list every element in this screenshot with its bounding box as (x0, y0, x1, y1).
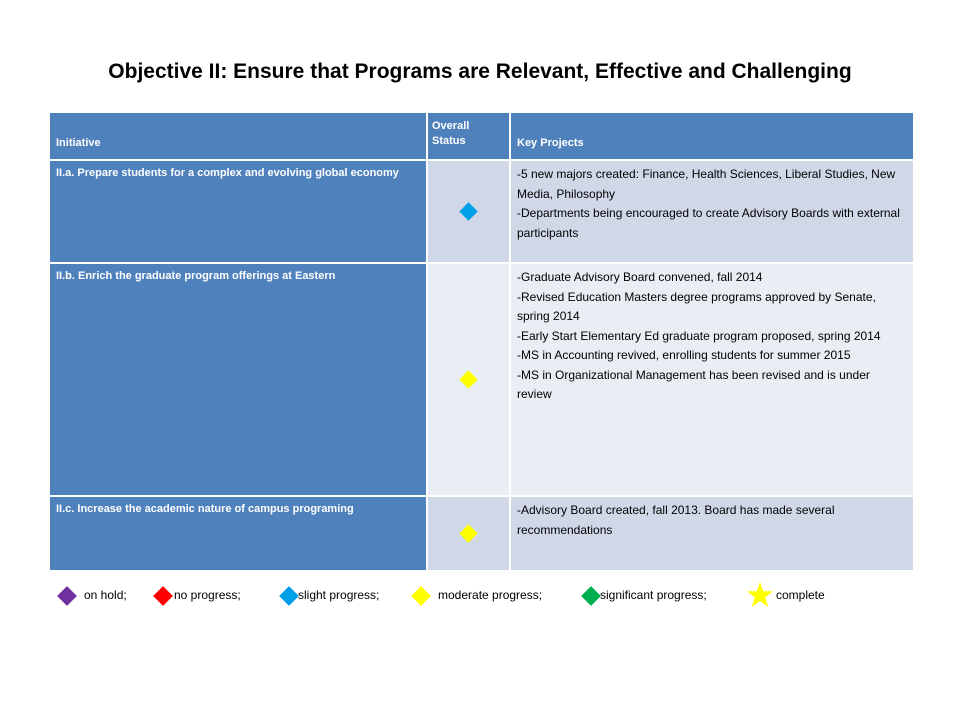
header-key-projects-label: Key Projects (517, 137, 584, 149)
legend-label: no progress; (174, 588, 241, 602)
header-status-line2: Status (432, 135, 466, 147)
star-icon (746, 581, 774, 609)
initiative-cell (49, 160, 427, 263)
diamond-icon (57, 586, 77, 606)
diamond-icon (153, 586, 173, 606)
status-legend (56, 584, 916, 608)
status-diamond-icon (459, 370, 477, 388)
initiative-text: II.b. Enrich the graduate program offerings at Eastern (56, 270, 336, 282)
table-header-row (49, 112, 914, 160)
table-row (49, 160, 914, 263)
header-overall-status (427, 112, 510, 160)
diamond-icon (411, 586, 431, 606)
legend-label: moderate progress; (438, 588, 543, 602)
diamond-icon (279, 586, 299, 606)
initiative-text: II.c. Increase the academic nature of campus programing (56, 503, 354, 515)
header-initiative-label: Initiative (56, 137, 101, 149)
project-item: -Advisory Board created, fall 2013. Board has made several recommendations (517, 503, 835, 537)
project-item: -MS in Organizational Management has been revised and is under review (517, 367, 870, 401)
header-key-projects (510, 112, 914, 160)
status-diamond-icon (459, 524, 477, 542)
header-initiative (49, 112, 427, 160)
table-row (49, 263, 914, 496)
legend-label: on hold; (84, 588, 127, 602)
project-item: -Early Start Elementary Ed graduate program proposed, spring 2014 (517, 328, 881, 343)
project-item: -Revised Education Masters degree programs approved by Senate, spring 2014 (517, 289, 876, 323)
diamond-icon (581, 586, 601, 606)
projects-cell (510, 263, 914, 496)
initiative-text: II.a. Prepare students for a complex and evolving global economy (56, 167, 399, 179)
header-status-line1: Overall (432, 120, 470, 132)
legend-label: significant progress; (600, 588, 707, 602)
legend-label: slight progress; (298, 588, 380, 602)
status-cell (427, 160, 510, 263)
status-cell (427, 263, 510, 496)
project-item: -Departments being encouraged to create Advisory Boards with external participants (517, 206, 900, 240)
legend-label: complete (776, 588, 825, 602)
projects-cell (510, 496, 914, 571)
page-title: Objective II: Ensure that Programs are Relevant, Effective and Challenging (108, 60, 852, 83)
project-item: -MS in Accounting revived, enrolling students for summer 2015 (517, 348, 851, 362)
star-shape (747, 582, 773, 607)
initiative-cell (49, 263, 427, 496)
status-diamond-icon (459, 202, 477, 220)
table-row (49, 496, 914, 571)
project-item: -Graduate Advisory Board convened, fall 2014 (517, 270, 763, 284)
project-item: -5 new majors created: Finance, Health Sciences, Liberal Studies, New Media, Philosophy (517, 167, 896, 201)
projects-cell (510, 160, 914, 263)
objective-table (48, 111, 915, 572)
initiative-cell (49, 496, 427, 571)
status-cell (427, 496, 510, 571)
